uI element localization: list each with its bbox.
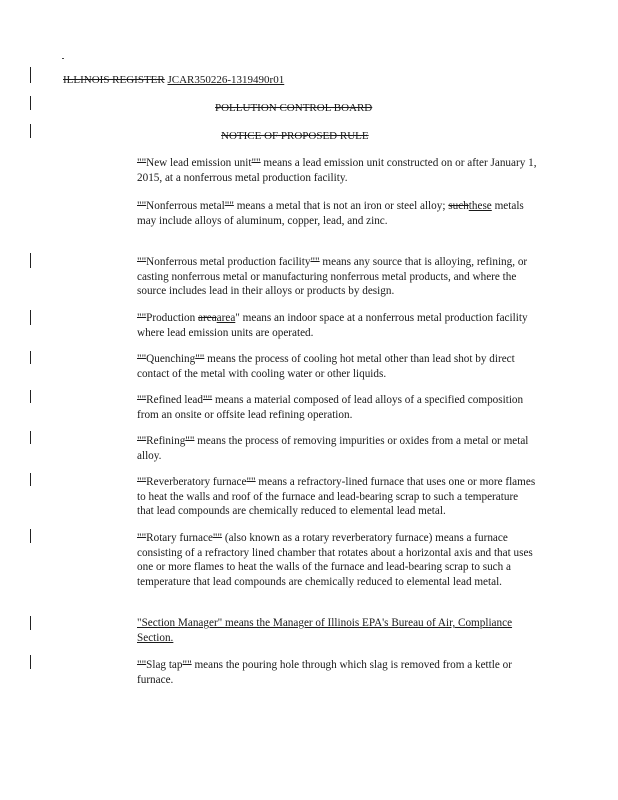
change-bar: [30, 473, 31, 486]
definition-quenching: [137, 352, 537, 381]
term: Slag tap: [146, 659, 183, 671]
change-bar: [30, 655, 31, 669]
definition-body: means any source that is alloying, refining, or casting nonferrous metal or manufacturing nonferrous metal products, and where the source includes lead in their alloys or products by design.: [137, 256, 528, 298]
struck-quote: "": [246, 476, 256, 488]
board-title: POLLUTION CONTROL BOARD: [215, 102, 373, 114]
struck-quote: "": [212, 532, 223, 544]
definition-refining: [137, 434, 537, 463]
term: Nonferrous metal: [146, 200, 225, 212]
struck-quote: "": [185, 435, 195, 447]
definition-body: means a lead emission unit constructed on or after January 1, 2015, at a nonferrous metal production facility.: [137, 157, 537, 184]
deleted-text: such: [448, 200, 469, 212]
term: Refining: [146, 435, 186, 447]
struck-quote: "": [195, 353, 205, 365]
struck-quote: "": [182, 659, 192, 671]
definition-body: metals may include alloys of aluminum, copper, lead, and zinc.: [137, 200, 524, 227]
struck-quote: "": [137, 659, 147, 671]
term: Reverberatory furnace: [146, 476, 247, 488]
definition-nonferrous-metal: [137, 199, 537, 228]
term: Rotary furnace: [146, 532, 213, 544]
struck-quote: "": [137, 353, 147, 365]
definition-body: means a refractory-lined furnace that uses one or more flames to heat the walls and roof of the furnace and lead-bearing scrap to such a temperature that lead compounds are chemically reduced to elemental lead metal.: [137, 476, 536, 518]
change-bar: [30, 310, 31, 325]
register-label: ILLINOIS REGISTER: [63, 74, 165, 86]
change-bar: [30, 431, 31, 444]
change-bar: [30, 124, 31, 138]
change-bar: [30, 253, 31, 268]
notice-title: NOTICE OF PROPOSED RULE: [221, 130, 369, 142]
definition-body: means a material composed of lead alloys of a specified composition from an onsite or offsite lead refining operation.: [137, 394, 524, 421]
change-bar: [30, 96, 31, 110]
struck-quote: "": [203, 394, 213, 406]
definition-nonferrous-metal-production-facility: [137, 255, 537, 299]
register-header: [63, 74, 284, 87]
struck-quote: "": [137, 312, 147, 324]
speck: [62, 58, 64, 59]
change-bar: [30, 67, 31, 83]
struck-quote: "": [137, 157, 147, 169]
struck-quote: "": [224, 200, 234, 212]
struck-quote: "": [137, 476, 147, 488]
definition-body: means the process of cooling hot metal other than lead shot by direct contact of the metal with cooling water or other liquids.: [137, 353, 515, 380]
definition-slag-tap: [137, 658, 537, 687]
definition-new-lead-emission-unit: [137, 156, 537, 185]
term: Production: [146, 312, 199, 324]
deleted-text: area: [198, 312, 217, 324]
change-bar: [30, 616, 31, 630]
struck-quote: "": [137, 200, 147, 212]
struck-quote: "": [310, 256, 320, 268]
struck-quote: "": [137, 394, 147, 406]
inserted-text: area: [216, 312, 236, 324]
definition-body: means a metal that is not an iron or steel alloy;: [233, 200, 449, 212]
struck-quote: "": [251, 157, 261, 169]
definition-body: means the pouring hole through which slag is removed from a kettle or furnace.: [137, 659, 512, 686]
quote: ": [235, 312, 240, 324]
definition-section-manager: "Section Manager" means the Manager of Illinois EPA's Bureau of Air, Compliance Section.: [137, 617, 513, 644]
term: New lead emission unit: [146, 157, 252, 169]
definition-rotary-furnace: [137, 531, 537, 589]
struck-quote: "": [137, 532, 147, 544]
definition-body: means the process of removing impurities or oxides from a metal or metal alloy.: [137, 435, 529, 462]
term: Quenching: [146, 353, 196, 365]
change-bar: [30, 351, 31, 364]
term: Refined lead: [146, 394, 203, 406]
definition-body: means an indoor space at a nonferrous metal production facility where lead emission units are operated.: [137, 312, 528, 339]
term: Nonferrous metal production facility: [146, 256, 311, 268]
definition-production-area: [137, 311, 537, 340]
struck-quote: "": [137, 435, 147, 447]
register-code: JCAR350226-1319490r01: [167, 74, 285, 86]
definition-refined-lead: [137, 393, 537, 422]
definition-reverberatory-furnace: [137, 475, 537, 519]
change-bar: [30, 529, 31, 543]
definition-body: (also known as a rotary reverberatory furnace) means a furnace consisting of a refractory lined chamber that rotates about a horizontal axis and that uses one or more flames to heat the walls of the furnace and lead-bearing scrap to such a temperature that lead compounds are chemically reduced to elemental lead metal.: [137, 532, 533, 588]
inserted-text: these: [468, 200, 492, 212]
struck-quote: "": [137, 256, 147, 268]
change-bar: [30, 390, 31, 403]
